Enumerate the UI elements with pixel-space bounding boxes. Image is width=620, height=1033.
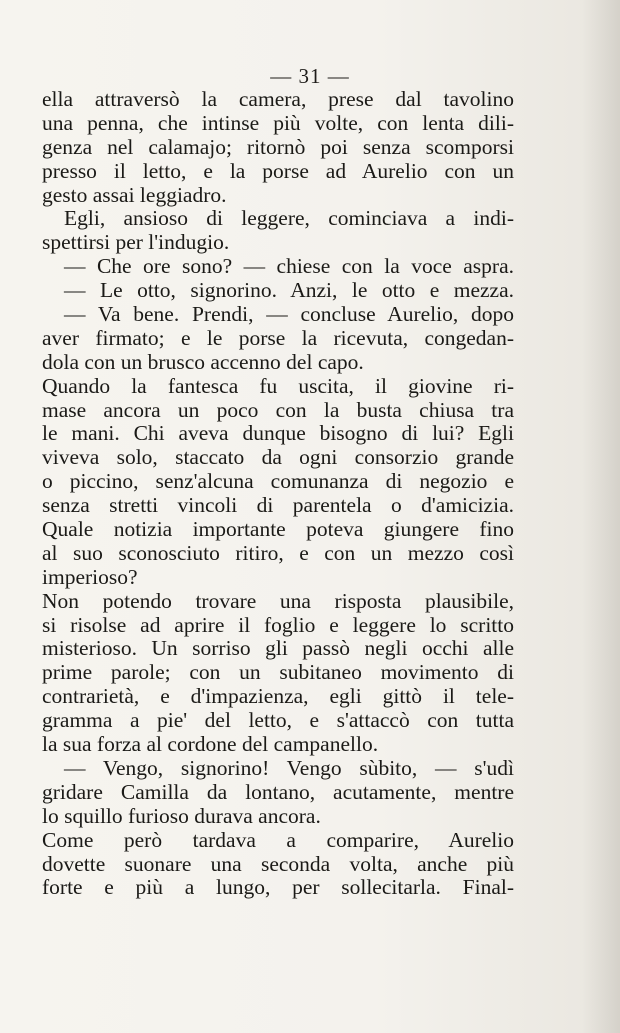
text-line: prime parole; con un subitaneo movimento di <box>42 660 514 685</box>
text-line: — Le otto, signorino. Anzi, le otto e mezza. <box>64 278 514 303</box>
text-line: le mani. Chi aveva dunque bisogno di lui? Egli <box>42 421 514 446</box>
page-number: — 31 — <box>270 64 350 88</box>
text-line: si risolse ad aprire il foglio e leggere lo scritto <box>42 612 514 637</box>
text-line: — Va bene. Prendi, — concluse Aurelio, dopo <box>64 302 514 327</box>
text-line: al suo sconosciuto ritiro, e con un mezzo così <box>42 540 514 565</box>
text-line: genza nel calamajo; ritornò poi senza scomporsi <box>42 134 514 159</box>
text-line: ella attraversò la camera, prese dal tavolino <box>42 87 514 111</box>
text-line: senza stretti vincoli di parentela o d'amicizia. <box>42 493 514 518</box>
text-line: — Che ore sono? — chiese con la voce aspra. <box>64 254 514 279</box>
text-line: gramma a pie' del letto, e s'attaccò con tutta <box>42 708 514 733</box>
text-line: Quando la fantesca fu uscita, il giovine ri- <box>42 373 514 398</box>
text-line: contrarietà, e d'impazienza, egli gittò il tele- <box>42 684 514 709</box>
text-line: misterioso. Un sorriso gli passò negli occhi alle <box>42 636 514 661</box>
text-line: presso il letto, e la porse ad Aurelio con un <box>42 158 514 183</box>
text-line: Come però tardava a comparire, Aurelio <box>42 827 514 852</box>
text-line: — Vengo, signorino! Vengo sùbito, — s'udì <box>64 755 514 780</box>
text-line: dola con un brusco accenno del capo. <box>42 349 364 374</box>
text-line: lo squillo furioso durava ancora. <box>42 803 321 828</box>
text-line: una penna, che intinse più volte, con lenta dili- <box>42 110 514 135</box>
text-line: o piccino, senz'alcuna comunanza di negozio e <box>42 469 514 494</box>
body-text <box>42 88 514 900</box>
text-line: gridare Camilla da lontano, acutamente, mentre <box>42 779 514 804</box>
page-edge-shadow <box>582 0 620 1033</box>
text-line: gesto assai leggiadro. <box>42 182 227 207</box>
text-line: viveva solo, staccato da ogni consorzio grande <box>42 445 514 470</box>
text-line: dovette suonare una seconda volta, anche più <box>42 851 514 876</box>
text-line: la sua forza al cordone del campanello. <box>42 732 379 757</box>
text-line: Non potendo trovare una risposta plausibile, <box>42 588 514 613</box>
text-line: Egli, ansioso di leggere, cominciava a indi- <box>64 206 514 231</box>
text-line: forte e più a lungo, per sollecitarla. Final- <box>42 875 514 900</box>
text-line: aver firmato; e le porse la ricevuta, congedan- <box>42 325 514 350</box>
text-line: spettirsi per l'indugio. <box>42 230 230 255</box>
text-line: mase ancora un poco con la busta chiusa tra <box>42 397 514 422</box>
text-line: Quale notizia importante poteva giungere fino <box>42 517 514 542</box>
text-line: imperioso? <box>42 564 138 589</box>
